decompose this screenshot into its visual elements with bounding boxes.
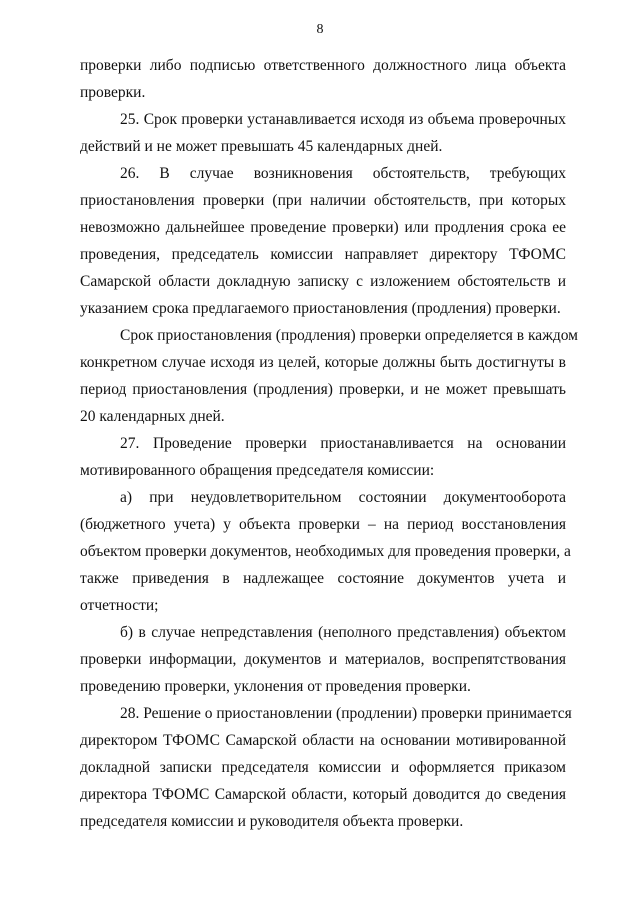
page-number: 8 bbox=[316, 22, 324, 37]
text-line: также приведения в надлежащее состояние документов учета и bbox=[80, 570, 566, 587]
text-line: приостановления проверки (при наличии обстоятельств, при которых bbox=[80, 192, 566, 209]
text-line: 25. Срок проверки устанавливается исходя из объема проверочных bbox=[120, 111, 566, 128]
text-line: конкретном случае исходя из целей, которые должны быть достигнуты в bbox=[80, 354, 566, 371]
document-body bbox=[80, 52, 578, 835]
text-line: докладной записки председателя комиссии и оформляется приказом bbox=[80, 759, 566, 776]
text-line: отчетности; bbox=[80, 597, 159, 614]
text-line: проведения, председатель комиссии направляет директору ТФОМС bbox=[80, 246, 566, 263]
paragraph-p28 bbox=[80, 700, 572, 835]
text-line: 27. Проведение проверки приостанавливается на основании bbox=[120, 435, 566, 452]
text-line: 26. В случае возникновения обстоятельств, требующих bbox=[120, 165, 566, 182]
paragraph-p27b bbox=[80, 619, 566, 700]
text-line: а) при неудовлетворительном состоянии документооборота bbox=[120, 489, 566, 506]
text-line: период приостановления (продления) проверки, и не может превышать bbox=[80, 381, 566, 398]
paragraph-p25 bbox=[80, 106, 566, 160]
text-line: 28. Решение о приостановлении (продлении) проверки принимается bbox=[120, 705, 572, 722]
text-line: мотивированного обращения председателя комиссии: bbox=[80, 462, 435, 479]
text-line: 20 календарных дней. bbox=[80, 408, 225, 425]
text-line: Срок приостановления (продления) проверки определяется в каждом bbox=[120, 327, 578, 344]
text-line: председателя комиссии и руководителя объекта проверки. bbox=[80, 813, 464, 830]
text-line: действий и не может превышать 45 календарных дней. bbox=[80, 138, 443, 155]
text-line: б) в случае непредставления (неполного представления) объектом bbox=[120, 624, 566, 641]
text-line: (бюджетного учета) у объекта проверки – на период восстановления bbox=[80, 516, 566, 533]
text-line: Самарской области докладную записку с изложением обстоятельств и bbox=[80, 273, 566, 290]
text-line: объектом проверки документов, необходимых для проведения проверки, а bbox=[80, 543, 571, 560]
text-line: невозможно дальнейшее проведение проверки) или продления срока ее bbox=[80, 219, 566, 236]
paragraph-p27 bbox=[80, 430, 566, 484]
paragraph-p26 bbox=[80, 160, 566, 322]
text-line: указанием срока предлагаемого приостановления (продления) проверки. bbox=[80, 300, 561, 317]
text-line: проверки либо подписью ответственного должностного лица объекта bbox=[80, 57, 566, 74]
paragraph-p-cont bbox=[80, 52, 566, 106]
paragraph-p27a bbox=[80, 484, 571, 619]
text-line: проверки. bbox=[80, 84, 146, 101]
text-line: директора ТФОМС Самарской области, который доводится до сведения bbox=[80, 786, 566, 803]
text-line: проверки информации, документов и материалов, воспрепятствования bbox=[80, 651, 566, 668]
text-line: проведению проверки, уклонения от проведения проверки. bbox=[80, 678, 471, 695]
text-line: директором ТФОМС Самарской области на основании мотивированной bbox=[80, 732, 566, 749]
paragraph-p26b bbox=[80, 322, 578, 430]
